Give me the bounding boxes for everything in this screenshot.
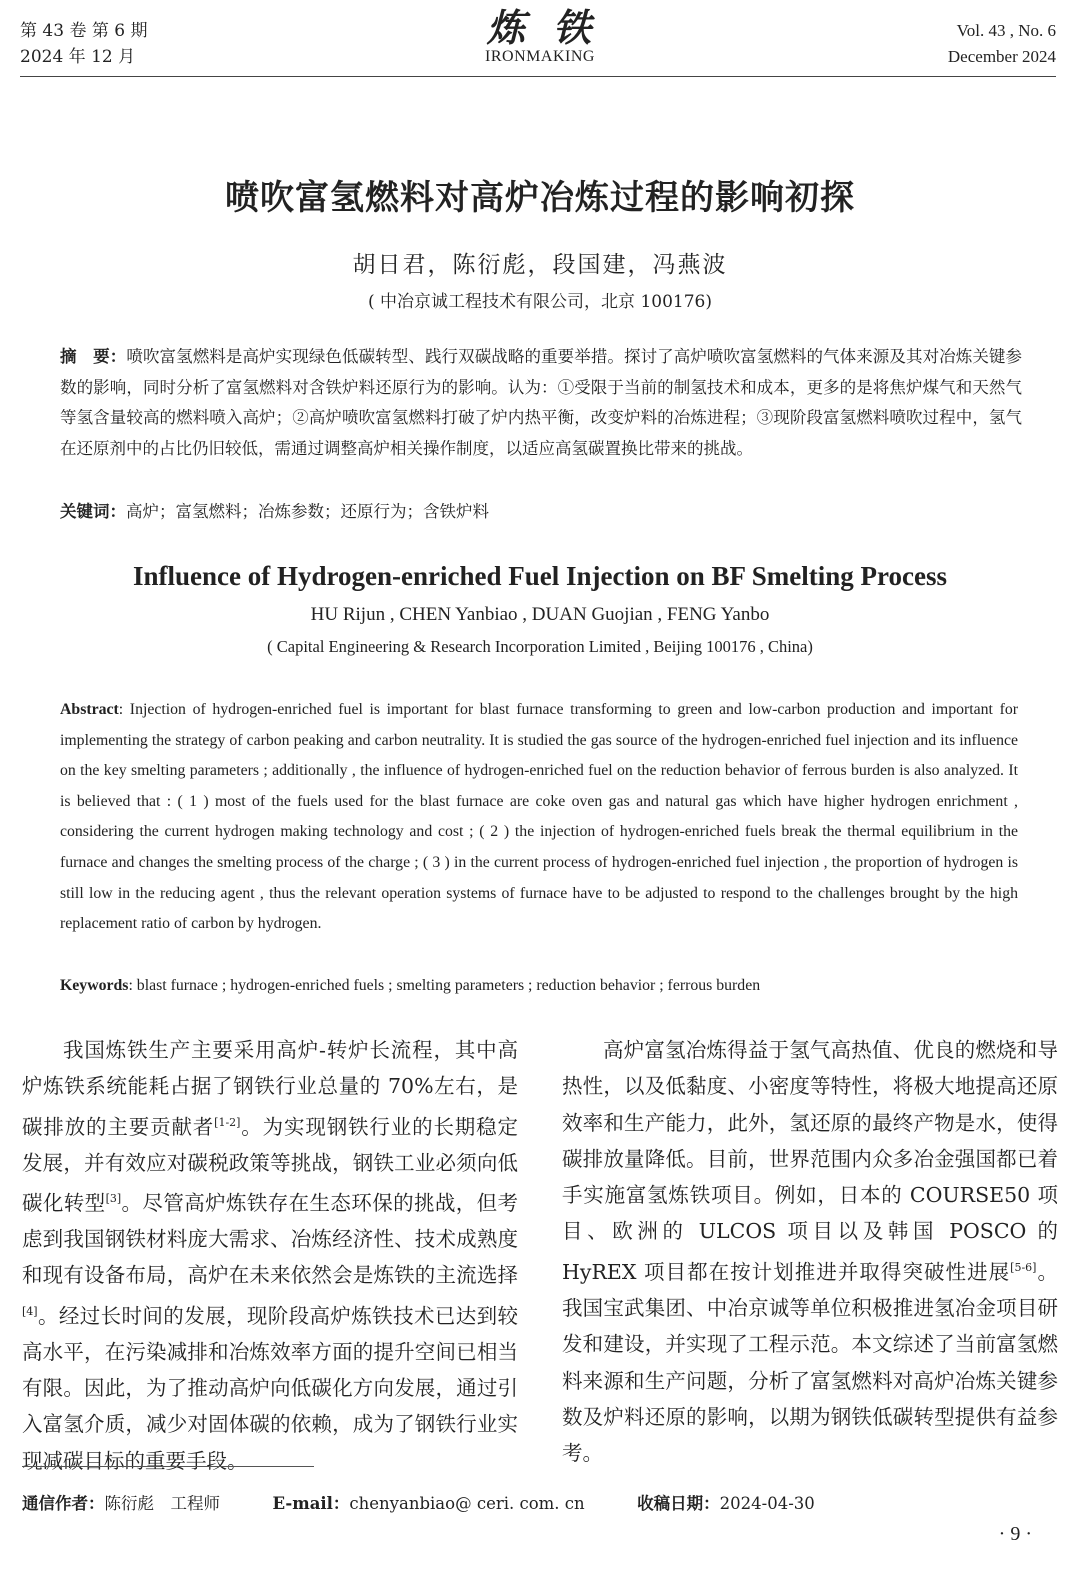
abstract-en [60, 695, 1018, 940]
citation-ref[interactable]: [3] [105, 1192, 122, 1206]
keywords-en-text: : blast furnace ; hydrogen-enriched fuels ; smelting parameters ; reduction behavior ; ferrous burden [128, 977, 761, 994]
date-en: December 2024 [947, 47, 1056, 66]
keywords-en [60, 971, 1018, 1001]
affiliation-en: ( Capital Engineering & Research Incorporation Limited , Beijing 100176 , China) [267, 637, 813, 656]
abstract-cn [60, 342, 1022, 464]
author-value: 陈衍彪 工程师 [104, 1494, 220, 1513]
body-column-right [562, 1032, 1058, 1471]
email-label: E-mail： [272, 1494, 350, 1513]
body-column-left [22, 1032, 518, 1479]
keywords-cn-label: 关键词： [60, 502, 126, 521]
abstract-cn-text: 喷吹富氢燃料是高炉实现绿色低碳转型、践行双碳战略的重要举措。探讨了高炉喷吹富氢燃料的气体来源及其对冶炼关键参数的影响，同时分析了富氢燃料对含铁炉料还原行为的影响。认为：①受限于当前的制氢技术和成本，更多的是将焦炉煤气和天然气等氢含量较高的燃料喷入高炉；②高炉喷吹富氢燃料打破了炉内热平衡，改变炉料的冶炼进程；③现阶段富氢燃料喷吹过程中，氢气在还原剂中的占比仍旧较低，需通过调整高炉相关操作制度，以适应高氢碳置换比带来的挑战。 [60, 347, 1023, 458]
page-number: · 9 · [998, 1523, 1032, 1545]
authors-en: HU Rijun , CHEN Yanbiao , DUAN Guojian , FENG Yanbo [310, 604, 770, 625]
date-cn: 2024 年 12 月 [20, 47, 136, 67]
title-cn: 喷吹富氢燃料对高炉冶炼过程的影响初探 [225, 178, 855, 218]
journal-logo [430, 6, 650, 66]
body-paragraph: 高炉富氢冶炼得益于氢气高热值、优良的燃烧和导热性，以及低黏度、小密度等特性，将极大地提高还原效率和生产能力，此外，氢还原的最终产物是水，使得碳排放量降低。目前，世界范围内众多冶金强国都已着手实施富氢炼铁项目。例如，日本的 COURSE50 项目、欧洲的 ULCOS 项目以及韩国 POSCO 的 HyREX 项目都在按计划推进并取得突破性进展[5-6]。我国宝武集团、中冶京诚等单位积极推进氢冶金项目研发和建设，并实现了工程示范。本文综述了当前富氢燃料来源和生产问题，分析了富氢燃料对高炉冶炼关键参数及炉料还原的影响，以期为钢铁低碳转型提供有益参考。 [562, 1038, 1059, 1466]
header-rule [20, 76, 1056, 77]
abstract-en-text: : Injection of hydrogen-enriched fuel is important for blast furnace transforming to green and low-carbon production and important for implementing the strategy of carbon peaking and carbon neutrality. It is studied the gas source of the hydrogen-enriched fuel injection and its influence on the key smelting parameters ; additionally , the influence of hydrogen-enriched fuel on the reduction behavior of ferrous burden is also analyzed. It is believed that : ( 1 ) most of the fuels used for the blast furnace are coke oven gas and natural gas which have higher hydrogen enrichment , considering the current hydrogen making technology and cost ; ( 2 ) the injection of hydrogen-enriched fuels break the thermal equilibrium in the furnace and changes the smelting process of the charge ; ( 3 ) in the current process of hydrogen-enriched fuel injection , the proportion of hydrogen is still low in the reducing agent , thus the relevant operation systems of furnace have to be adjusted to respond to the challenges brought by the high replacement ratio of carbon by hydrogen. [60, 701, 1018, 933]
author-label: 通信作者： [22, 1494, 105, 1513]
affiliation-cn: ( 中冶京诚工程技术有限公司，北京 100176) [368, 292, 712, 312]
keywords-en-label: Keywords [60, 977, 129, 994]
abstract-cn-label: 摘 要： [60, 347, 127, 366]
email-link[interactable]: chenyanbiao@ ceri. com. cn [349, 1494, 585, 1513]
abstract-en-label: Abstract [60, 701, 119, 718]
keywords-cn-text: 高炉；富氢燃料；冶炼参数；还原行为；含铁炉料 [126, 502, 489, 521]
date-label: 收稿日期： [637, 1494, 720, 1513]
header-left [20, 18, 147, 70]
footnote [22, 1490, 821, 1514]
journal-name-en: IRONMAKING [485, 48, 595, 65]
footnote-rule [22, 1466, 314, 1467]
header-right [948, 18, 1056, 70]
citation-ref[interactable]: [5-6] [1010, 1260, 1037, 1274]
title-en: Influence of Hydrogen-enriched Fuel Injection on BF Smelting Process [133, 561, 947, 591]
body-paragraph: 我国炼铁生产主要采用高炉-转炉长流程，其中高炉炼铁系统能耗占据了钢铁行业总量的 70%左右，是碳排放的主要贡献者[1-2]。为实现钢铁行业的长期稳定发展，并有效应对碳税政策等挑战，钢铁工业必须向低碳化转型[3]。尽管高炉炼铁存在生态环保的挑战，但考虑到我国钢铁材料庞大需求、冶炼经济性、技术成熟度和现有设备布局，高炉在未来依然会是炼铁的主流选择[4]。经过长时间的发展，现阶段高炉炼铁技术已达到较高水平，在污染减排和冶炼效率方面的提升空间已相当有限。因此，为了推动高炉向低碳化方向发展，通过引入富氢介质，减少对固体碳的依赖，成为了钢铁行业实现减碳目标的重要手段。 [22, 1038, 519, 1473]
date-value: 2024-04-30 [719, 1494, 815, 1513]
citation-ref[interactable]: [1-2] [214, 1115, 241, 1129]
keywords-cn [60, 497, 1022, 527]
volume-issue-en: Vol. 43 , No. 6 [956, 21, 1056, 40]
authors-cn: 胡日君，陈衍彪，段国建，冯燕波 [352, 252, 728, 278]
citation-ref[interactable]: [4] [22, 1304, 38, 1318]
volume-issue-cn: 第 43 卷 第 6 期 [20, 21, 148, 41]
journal-name-cn: 炼铁 [486, 5, 619, 50]
